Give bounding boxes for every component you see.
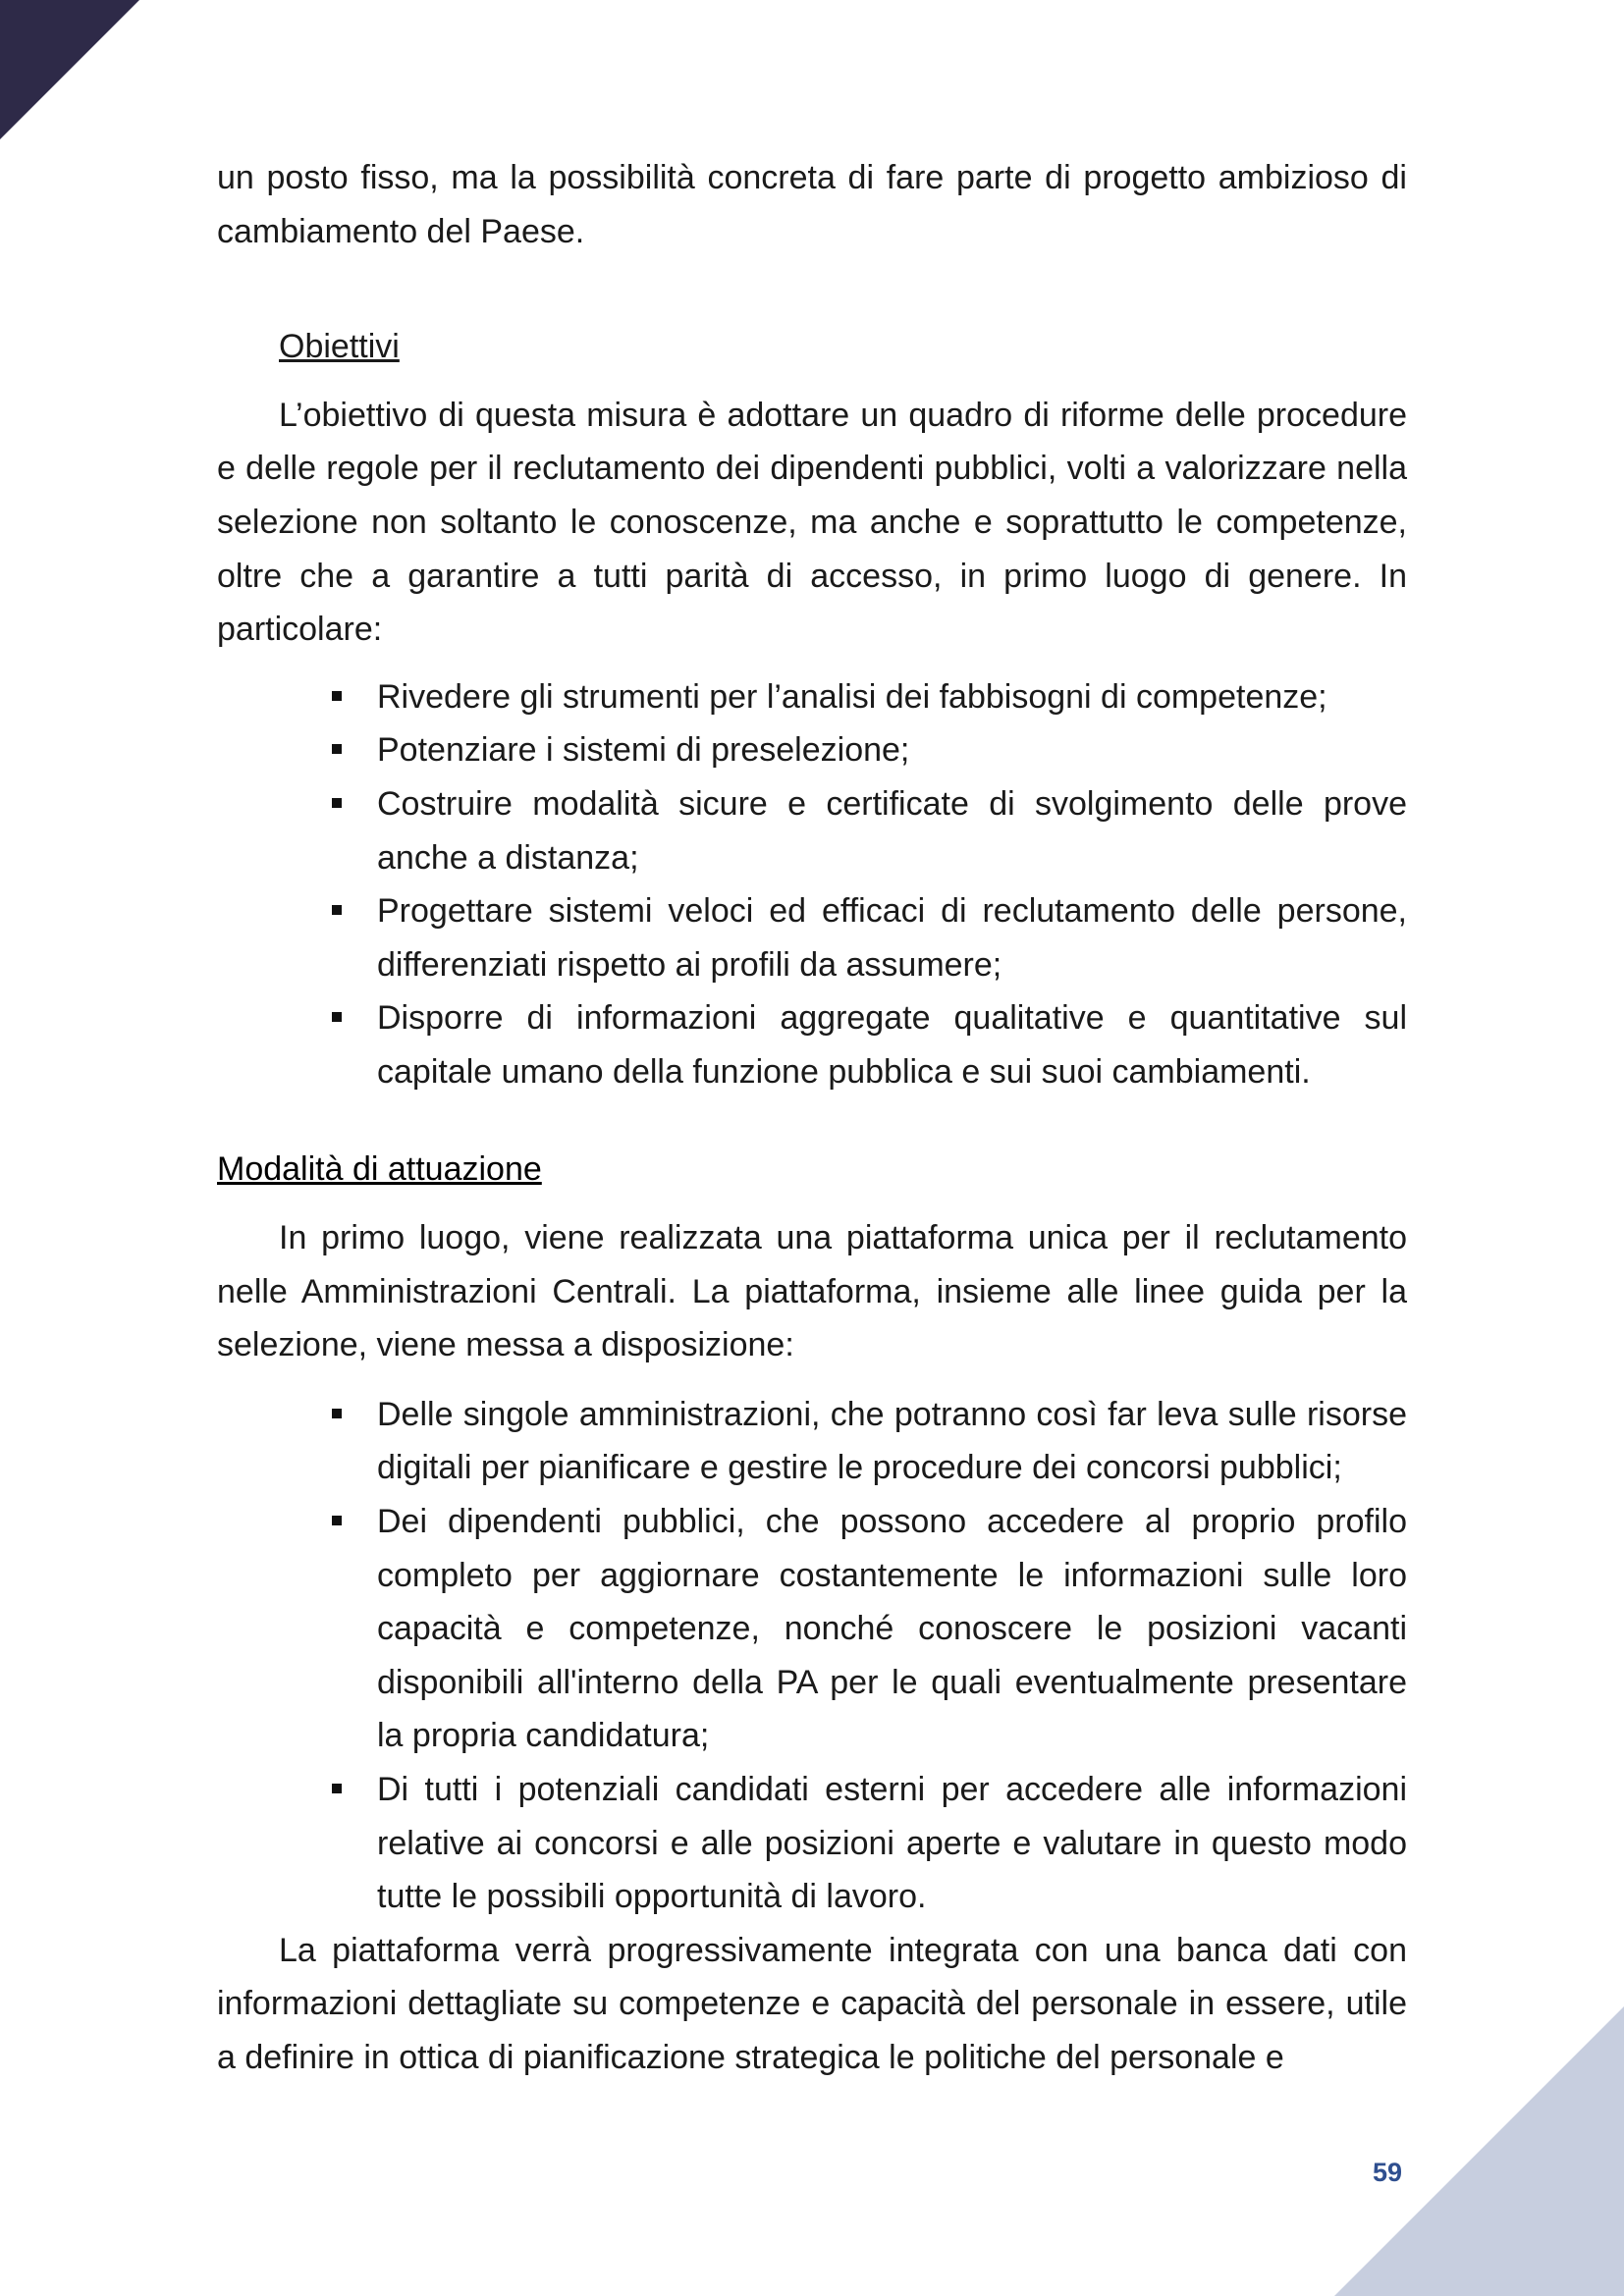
corner-decoration-top-left (0, 0, 139, 139)
objectives-list (217, 670, 1407, 1099)
bullet-icon (332, 905, 342, 915)
objectives-paragraph: L’obiettivo di questa misura è adottare un quadro di riforme delle procedure e delle regole per il reclutamento dei dipendenti pubblici, volti a valorizzare nella selezione non soltanto le conoscenze, ma anche e soprattutto le competenze, oltre che a garantire a tutti parità di accesso, in primo luogo di genere. In particolare: (217, 396, 1407, 649)
bullet-icon (332, 1516, 342, 1525)
bullet-icon (332, 1012, 342, 1022)
list-item: Rivedere gli strumenti per l’analisi dei fabbisogni di competenze; (377, 670, 1407, 724)
bullet-icon (332, 744, 342, 754)
bullet-icon (332, 691, 342, 701)
list-item: Costruire modalità sicure e certificate di svolgimento delle prove anche a distanza; (377, 777, 1407, 884)
page-content (217, 151, 1407, 2085)
bullet-icon (332, 1784, 342, 1793)
closing-paragraph: La piattaforma verrà progressivamente integrata con una banca dati con informazioni dettagliate su competenze e capacità del personale in essere, utile a definire in ottica di pianificazione strategica le politiche del personale e (217, 1931, 1407, 2076)
objectives-heading: Obiettivi (279, 328, 400, 366)
intro-paragraph: un posto fisso, ma la possibilità concreta di fare parte di progetto ambizioso di cambiamento del Paese. (217, 159, 1407, 250)
list-item: Delle singole amministrazioni, che potranno così far leva sulle risorse digitali per pianificare e gestire le procedure dei concorsi pubblici; (377, 1388, 1407, 1495)
page-number: 59 (1373, 2158, 1403, 2187)
bullet-icon (332, 798, 342, 808)
implementation-list (217, 1388, 1407, 1924)
bullet-icon (332, 1409, 342, 1418)
list-item: Progettare sistemi veloci ed efficaci di reclutamento delle persone, differenziati rispetto ai profili da assumere; (377, 884, 1407, 991)
list-item: Potenziare i sistemi di preselezione; (377, 723, 1407, 777)
list-item: Disporre di informazioni aggregate qualitative e quantitative sul capitale umano della funzione pubblica e sui suoi cambiamenti. (377, 991, 1407, 1098)
implementation-heading: Modalità di attuazione (217, 1149, 542, 1188)
list-item: Di tutti i potenziali candidati esterni per accedere alle informazioni relative ai concorsi e alle posizioni aperte e valutare in questo modo tutte le possibili opportunità di lavoro. (377, 1763, 1407, 1924)
implementation-paragraph: In primo luogo, viene realizzata una piattaforma unica per il reclutamento nelle Amministrazioni Centrali. La piattaforma, insieme alle linee guida per la selezione, viene messa a disposizione: (217, 1219, 1407, 1364)
list-item: Dei dipendenti pubblici, che possono accedere al proprio profilo completo per aggiornare costantemente le informazioni sulle loro capacità e competenze, nonché conoscere le posizioni vacanti disponibili all'interno della PA per le quali eventualmente presentare la propria candidatura; (377, 1495, 1407, 1763)
